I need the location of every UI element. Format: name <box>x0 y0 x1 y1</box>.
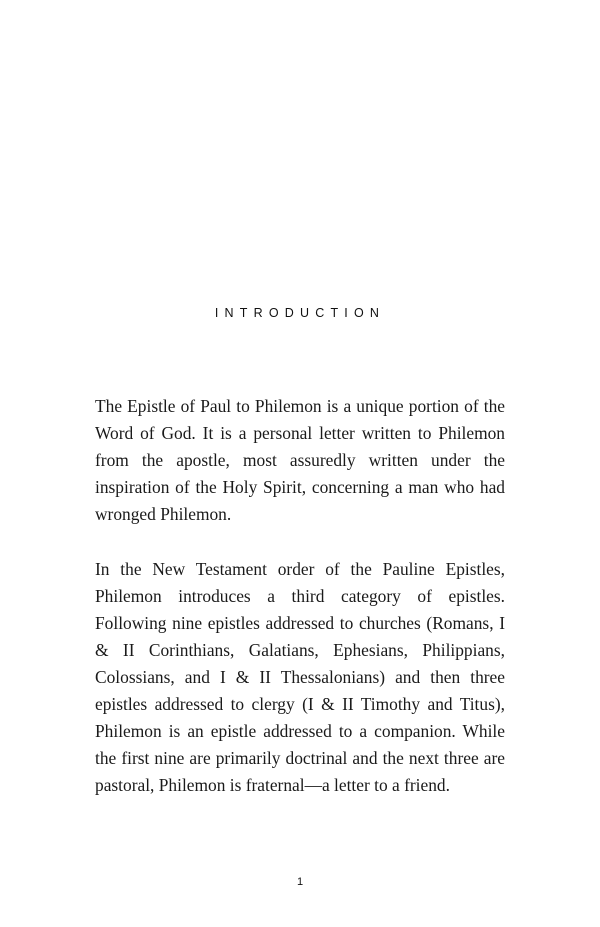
paragraph-1: The Epistle of Paul to Philemon is a unique portion of the Word of God. It is a personal letter written to Philemon from the apostle, most assuredly written under the inspiration of the Holy Spirit, concerning a man who had wronged Philemon. <box>95 396 505 524</box>
paragraph-2: In the New Testament order of the Pauline Epistles, Philemon introduces a third category of epistles. Following nine epistles addressed to churches (Romans, I & II Corinthians, Galatians, Ephesians, Philippians, Colossians, and I & II Thessalonians) and then three epistles addressed to clergy (I & II Timothy and Titus), Philemon is an epistle addressed to a companion. While the first nine are primarily doctrinal and the next three are pastoral, Philemon is fraternal—a letter to a friend. <box>95 559 505 795</box>
page-number: 1 <box>296 876 304 888</box>
chapter-title: INTRODUCTION <box>214 306 386 320</box>
